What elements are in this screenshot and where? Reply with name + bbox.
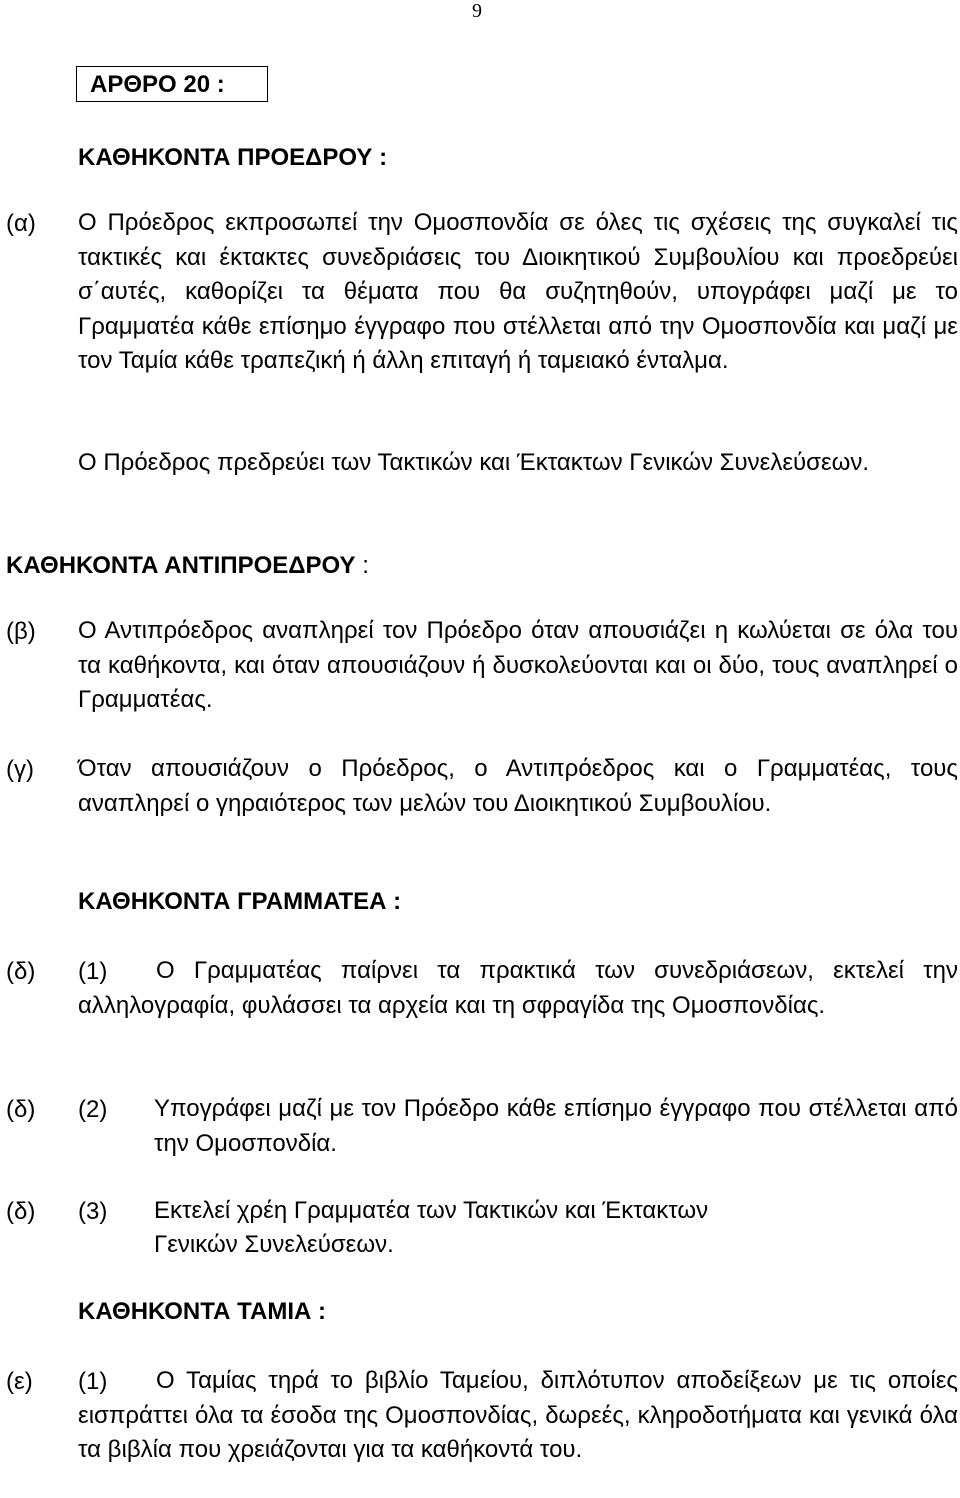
- d1-number: (1): [78, 958, 108, 985]
- d3-line-1: Εκτελεί χρέη Γραμματέα των Τακτικών και Έκτακτων: [154, 1197, 709, 1224]
- item-c-paragraph: Όταν απουσιάζουν ο Πρόεδρος, ο Αντιπρόεδρος και ο Γραμματέας, τους αναπληρεί ο γηραιότερος των μελών του Διοικητικού Συμβουλίου.: [78, 755, 958, 817]
- d3-line-2: Γενικών Συνελεύσεων.: [154, 1231, 394, 1258]
- item-a-paragraph: Ο Πρόεδρος εκπροσωπεί την Ομοσπονδία σε όλες τις σχέσεις της συγκαλεί τις τακτικές και έκτακτες συνεδριάσεις του Διοικητικού Συμβουλίου και προεδρεύει σ΄αυτές, καθορίζει τα θέματα που θα συζητηθούν, υπογράφει μαζί με το Γραμματέα κάθε επίσημο έγγραφο που στέλλεται από την Ομοσπονδία και μαζί με τον Ταμία κάθε τραπεζική ή άλλη επιταγή ή ταμειακό ένταλμα.: [78, 209, 958, 375]
- vice-president-heading-colon: :: [362, 552, 369, 579]
- item-a-label: (α): [6, 210, 36, 237]
- item-c-label: (γ): [6, 756, 34, 783]
- vice-president-duties-heading-line: [6, 550, 369, 582]
- item-b-paragraph: Ο Αντιπρόεδρος αναπληρεί τον Πρόεδρο όταν απουσιάζει η κωλύεται σε όλα του τα καθήκοντα, και όταν απουσιάζουν ή δυσκολεύονται και οι δύο, τους αναπληρεί ο Γραμματέας.: [78, 617, 958, 714]
- e1-number: (1): [78, 1368, 108, 1395]
- page-number: 9: [472, 0, 482, 22]
- article-title: ΑΡΘΡΟ 20 :: [90, 71, 225, 98]
- d2-number: (2): [78, 1096, 108, 1123]
- e1-paragraph: Ο Ταμίας τηρά το βιβλίο Ταμείου, διπλότυπον αποδείξεων με τις οποίες εισπράττει όλα τα έσοδα της Ομοσπονδίας, δωρεές, κληροδοτήματα και γενικά όλα τα βιβλία που χρειάζονται για τα καθήκοντά του.: [78, 1367, 958, 1464]
- president-duties-heading: ΚΑΘΗΚΟΝΤΑ ΠΡΟΕΔΡΟΥ :: [78, 144, 388, 171]
- d1-label: (δ): [6, 958, 36, 985]
- secretary-duties-heading: ΚΑΘΗΚΟΝΤΑ ΓΡΑΜΜΑΤΕΑ :: [78, 888, 402, 915]
- d2-paragraph: Υπογράφει μαζί με τον Πρόεδρο κάθε επίσημο έγγραφο που στέλλεται από την Ομοσπονδία.: [154, 1095, 958, 1157]
- d3-number: (3): [78, 1198, 108, 1225]
- item-b-label: (β): [6, 618, 36, 645]
- d3-label: (δ): [6, 1198, 36, 1225]
- d1-paragraph: Ο Γραμματέας παίρνει τα πρακτικά των συνεδριάσεων, εκτελεί την αλληλογραφία, φυλάσσει τα αρχεία και τη σφραγίδα της Ομοσπονδίας.: [78, 957, 958, 1019]
- d2-label: (δ): [6, 1096, 36, 1123]
- item-a-extra-paragraph: Ο Πρόεδρος πρεδρεύει των Τακτικών και Έκτακτων Γενικών Συνελεύσεων.: [78, 449, 870, 476]
- vice-president-duties-heading: ΚΑΘΗΚΟΝΤΑ ΑΝΤΙΠΡΟΕΔΡΟΥ: [6, 552, 356, 579]
- e1-label: (ε): [6, 1368, 33, 1395]
- treasurer-duties-heading: ΚΑΘΗΚΟΝΤΑ ΤΑΜΙΑ :: [78, 1298, 326, 1325]
